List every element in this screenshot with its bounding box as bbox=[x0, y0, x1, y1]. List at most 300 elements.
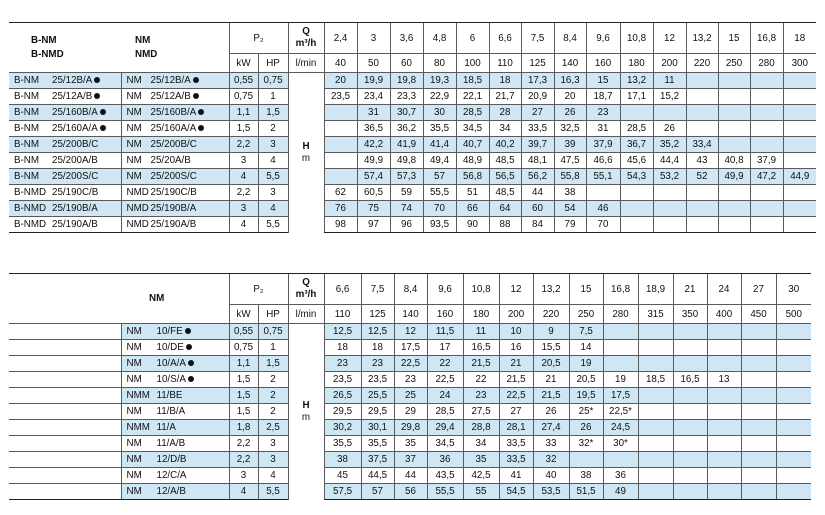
head-value-cell bbox=[776, 388, 811, 404]
head-value-cell: 19,5 bbox=[569, 388, 603, 404]
head-value-cell: 17,1 bbox=[620, 89, 653, 105]
head-value-cell: 35 bbox=[463, 452, 499, 468]
dot-marker bbox=[193, 77, 199, 83]
flow-m3h-header: 12 bbox=[499, 274, 533, 305]
head-value-cell bbox=[673, 340, 707, 356]
head-value-cell: 34,5 bbox=[456, 121, 489, 137]
flow-lmin-header: 125 bbox=[521, 54, 554, 73]
head-value-cell: 40 bbox=[533, 468, 569, 484]
head-value-cell bbox=[741, 324, 776, 340]
power-header: P₂ bbox=[229, 23, 288, 54]
flow-header bbox=[288, 23, 324, 54]
head-value-cell: 28,1 bbox=[499, 420, 533, 436]
model-code: 25/190C/B bbox=[52, 187, 99, 198]
head-value-cell: 27,5 bbox=[463, 404, 499, 420]
head-value-cell: 21,5 bbox=[533, 388, 569, 404]
flow-m3h-header: 4,8 bbox=[423, 23, 456, 54]
head-value-cell bbox=[653, 217, 686, 233]
model-cell-secondary bbox=[121, 468, 229, 484]
table-row bbox=[9, 452, 811, 468]
head-value-cell bbox=[776, 452, 811, 468]
table-row bbox=[9, 153, 816, 169]
model-code: 11/BE bbox=[156, 390, 183, 401]
power-hp-cell: 2 bbox=[258, 372, 288, 388]
power-kw-cell: 4 bbox=[229, 484, 258, 500]
flow-m3h-header: 15 bbox=[569, 274, 603, 305]
flow-lmin-header: 180 bbox=[463, 305, 499, 324]
head-value-cell: 41 bbox=[499, 468, 533, 484]
head-value-cell: 38 bbox=[569, 468, 603, 484]
power-hp-cell: 1,5 bbox=[258, 356, 288, 372]
model-series: NM bbox=[126, 139, 142, 150]
head-value-cell: 28,5 bbox=[620, 121, 653, 137]
model-series: NM bbox=[126, 374, 142, 385]
head-value-cell: 56,8 bbox=[456, 169, 489, 185]
power-hp-cell: 2 bbox=[258, 388, 288, 404]
model-code: 25/20A/B bbox=[150, 155, 191, 166]
head-value-cell: 37,5 bbox=[361, 452, 394, 468]
head-value-cell: 33,5 bbox=[499, 452, 533, 468]
head-value-cell: 24,5 bbox=[603, 420, 638, 436]
head-value-cell: 29,4 bbox=[427, 420, 463, 436]
head-value-cell: 23 bbox=[361, 356, 394, 372]
power-header-2: P₂ bbox=[229, 274, 288, 305]
head-value-cell: 23,5 bbox=[324, 372, 361, 388]
head-value-cell bbox=[653, 105, 686, 121]
model-cell-secondary bbox=[121, 356, 229, 372]
model-code: 12/C/A bbox=[156, 470, 187, 481]
model-series: NM bbox=[126, 155, 142, 166]
model-series: NMM bbox=[126, 390, 150, 401]
flow-m3h-header: 24 bbox=[707, 274, 741, 305]
table1-body bbox=[9, 23, 816, 233]
flow-lmin-header: 160 bbox=[586, 54, 620, 73]
head-value-cell bbox=[783, 185, 816, 201]
head-value-cell bbox=[673, 484, 707, 500]
head-value-cell: 23 bbox=[324, 356, 361, 372]
head-value-cell: 44,5 bbox=[361, 468, 394, 484]
head-value-cell bbox=[707, 452, 741, 468]
head-value-cell bbox=[638, 420, 673, 436]
table-row bbox=[9, 324, 811, 340]
head-value-cell bbox=[718, 73, 750, 89]
head-value-cell: 55,5 bbox=[423, 185, 456, 201]
head-value-cell: 22 bbox=[427, 356, 463, 372]
head-value-cell bbox=[638, 436, 673, 452]
flow-lmin-header: 110 bbox=[489, 54, 521, 73]
head-value-cell: 21 bbox=[533, 372, 569, 388]
flow-m3h-header: 12 bbox=[653, 23, 686, 54]
power-hp-cell: 1 bbox=[258, 89, 288, 105]
model-code: 25/190B/A bbox=[52, 203, 98, 214]
head-value-cell bbox=[741, 372, 776, 388]
head-value-cell: 49,9 bbox=[357, 153, 390, 169]
model-code: 25/160B/A bbox=[150, 107, 197, 118]
head-value-cell bbox=[653, 201, 686, 217]
flow-lmin-header: 250 bbox=[718, 54, 750, 73]
head-value-cell: 28,8 bbox=[463, 420, 499, 436]
flow-header-label: Q bbox=[302, 26, 310, 37]
head-value-cell: 20 bbox=[554, 89, 586, 105]
head-value-cell bbox=[638, 388, 673, 404]
model-series: NM bbox=[126, 123, 142, 134]
head-value-cell: 7,5 bbox=[569, 324, 603, 340]
dot-marker bbox=[100, 125, 106, 131]
power-hp-cell: 2 bbox=[258, 121, 288, 137]
model-cell-secondary bbox=[121, 324, 229, 340]
head-value-cell: 49,4 bbox=[423, 153, 456, 169]
head-value-cell: 56 bbox=[394, 484, 427, 500]
head-value-cell: 35,5 bbox=[324, 436, 361, 452]
head-value-cell: 18,7 bbox=[586, 89, 620, 105]
head-value-cell: 38 bbox=[554, 185, 586, 201]
flow-lmin-header: 220 bbox=[686, 54, 718, 73]
flow-m3h-header: 10,8 bbox=[620, 23, 653, 54]
head-value-cell bbox=[603, 452, 638, 468]
flow-lmin-header: 180 bbox=[620, 54, 653, 73]
flow-m3h-header: 2,4 bbox=[324, 23, 357, 54]
model-cell-secondary bbox=[121, 340, 229, 356]
head-value-cell: 44,4 bbox=[653, 153, 686, 169]
model-cell-primary bbox=[9, 356, 121, 372]
head-value-cell bbox=[586, 185, 620, 201]
flow-lmin-header: 280 bbox=[750, 54, 783, 73]
model-code: 12/D/B bbox=[156, 454, 187, 465]
head-value-cell: 49,9 bbox=[718, 169, 750, 185]
flow-m3h-header: 18 bbox=[783, 23, 816, 54]
head-value-cell: 11,5 bbox=[427, 324, 463, 340]
head-value-cell: 30,2 bbox=[324, 420, 361, 436]
head-value-cell: 30 bbox=[423, 105, 456, 121]
table-row bbox=[9, 436, 811, 452]
head-value-cell: 9 bbox=[533, 324, 569, 340]
head-value-cell bbox=[673, 452, 707, 468]
model-cell-primary bbox=[9, 137, 121, 153]
performance-table-b-nm bbox=[9, 22, 816, 233]
power-hp-cell: 0,75 bbox=[258, 73, 288, 89]
flow-lmin-header: 350 bbox=[673, 305, 707, 324]
lmin-header: l/min bbox=[288, 54, 324, 73]
flow-m3h-header: 9,6 bbox=[427, 274, 463, 305]
model-group-header-nm2 bbox=[121, 274, 229, 324]
head-value-cell: 32,5 bbox=[554, 121, 586, 137]
head-value-cell: 13,2 bbox=[620, 73, 653, 89]
flow-lmin-header: 500 bbox=[776, 305, 811, 324]
model-cell-primary bbox=[9, 153, 121, 169]
model-code: 11/B/A bbox=[156, 406, 186, 417]
head-value-cell bbox=[783, 137, 816, 153]
dot-marker bbox=[94, 93, 100, 99]
head-unit-label: m bbox=[301, 152, 311, 164]
model-code: 25/12B/A bbox=[150, 75, 191, 86]
head-value-cell: 44 bbox=[394, 468, 427, 484]
head-value-cell: 32 bbox=[533, 452, 569, 468]
model-series: NM bbox=[126, 91, 142, 102]
model-cell-primary bbox=[9, 89, 121, 105]
head-value-cell: 26 bbox=[569, 420, 603, 436]
model-cell-secondary bbox=[121, 169, 229, 185]
model-cell-primary bbox=[9, 372, 121, 388]
head-value-cell: 24 bbox=[427, 388, 463, 404]
model-series: B-NM bbox=[14, 171, 40, 182]
model-cell-primary bbox=[9, 121, 121, 137]
power-kw-cell: 3 bbox=[229, 468, 258, 484]
dot-marker bbox=[193, 93, 199, 99]
head-value-cell: 51 bbox=[456, 185, 489, 201]
model-series: B-NMD bbox=[14, 187, 47, 198]
flow-lmin-header: 140 bbox=[554, 54, 586, 73]
head-value-cell: 55,1 bbox=[586, 169, 620, 185]
power-kw-cell: 3 bbox=[229, 201, 258, 217]
head-label: H bbox=[302, 140, 310, 152]
head-value-cell bbox=[783, 73, 816, 89]
head-value-cell: 57,3 bbox=[390, 169, 423, 185]
model-code: 10/A/A bbox=[156, 358, 186, 369]
head-value-cell: 23,5 bbox=[361, 372, 394, 388]
head-value-cell: 17 bbox=[427, 340, 463, 356]
power-hp-cell: 4 bbox=[258, 201, 288, 217]
head-value-cell bbox=[324, 169, 357, 185]
head-value-cell: 59 bbox=[390, 185, 423, 201]
head-value-cell: 37 bbox=[394, 452, 427, 468]
power-hp-cell: 1 bbox=[258, 340, 288, 356]
power-kw-cell: 3 bbox=[229, 153, 258, 169]
head-value-cell: 21,5 bbox=[463, 356, 499, 372]
head-value-cell: 48,1 bbox=[521, 153, 554, 169]
head-value-cell: 27,4 bbox=[533, 420, 569, 436]
head-value-cell bbox=[707, 388, 741, 404]
head-value-cell bbox=[741, 404, 776, 420]
head-value-cell bbox=[707, 340, 741, 356]
head-value-cell bbox=[776, 324, 811, 340]
model-series: NMD bbox=[126, 187, 149, 198]
model-series: B-NM bbox=[14, 107, 40, 118]
head-value-cell bbox=[776, 340, 811, 356]
head-value-cell: 23 bbox=[586, 105, 620, 121]
flow-unit-label: m³/h bbox=[295, 38, 317, 49]
head-value-cell: 36,2 bbox=[390, 121, 423, 137]
head-value-cell bbox=[707, 436, 741, 452]
model-group-header-nm bbox=[121, 23, 229, 73]
head-value-cell: 19,3 bbox=[423, 73, 456, 89]
head-value-cell: 70 bbox=[586, 217, 620, 233]
model-cell-secondary bbox=[121, 452, 229, 468]
power-kw-cell: 1,5 bbox=[229, 404, 258, 420]
flow-header-2 bbox=[288, 274, 324, 305]
flow-m3h-header: 9,6 bbox=[586, 23, 620, 54]
head-value-cell bbox=[620, 201, 653, 217]
head-value-cell: 18 bbox=[489, 73, 521, 89]
head-value-cell: 25 bbox=[394, 388, 427, 404]
head-value-cell bbox=[686, 89, 718, 105]
head-value-cell bbox=[776, 436, 811, 452]
head-value-cell: 22,5 bbox=[427, 372, 463, 388]
model-cell-primary bbox=[9, 201, 121, 217]
head-value-cell: 25,5 bbox=[361, 388, 394, 404]
head-value-cell: 12,5 bbox=[361, 324, 394, 340]
head-value-cell bbox=[638, 404, 673, 420]
dot-marker bbox=[198, 125, 204, 131]
head-value-cell bbox=[638, 452, 673, 468]
head-value-cell: 48,5 bbox=[489, 185, 521, 201]
head-value-cell bbox=[707, 404, 741, 420]
flow-lmin-header: 250 bbox=[569, 305, 603, 324]
model-cell-primary bbox=[9, 217, 121, 233]
model-cell-secondary bbox=[121, 185, 229, 201]
head-value-cell bbox=[569, 452, 603, 468]
kw-header-2: kW bbox=[229, 305, 258, 324]
model-cell-primary bbox=[9, 169, 121, 185]
head-value-cell: 49 bbox=[603, 484, 638, 500]
flow-m3h-header: 21 bbox=[673, 274, 707, 305]
model-cell-primary bbox=[9, 452, 121, 468]
head-value-cell bbox=[673, 468, 707, 484]
flow-lmin-header: 50 bbox=[357, 54, 390, 73]
head-value-cell: 27 bbox=[521, 105, 554, 121]
head-value-cell: 23,3 bbox=[390, 89, 423, 105]
model-cell-primary bbox=[9, 340, 121, 356]
model-code: 25/160B/A bbox=[52, 107, 98, 118]
head-value-cell: 54 bbox=[554, 201, 586, 217]
power-kw-cell: 1,5 bbox=[229, 388, 258, 404]
head-value-cell: 98 bbox=[324, 217, 357, 233]
head-value-cell: 12,5 bbox=[324, 324, 361, 340]
power-kw-cell: 2,2 bbox=[229, 185, 258, 201]
head-value-cell: 16 bbox=[499, 340, 533, 356]
model-series: NM bbox=[126, 171, 142, 182]
head-value-cell: 41,4 bbox=[423, 137, 456, 153]
head-value-cell: 22,5 bbox=[394, 356, 427, 372]
flow-m3h-header: 3,6 bbox=[390, 23, 423, 54]
flow-lmin-header: 200 bbox=[653, 54, 686, 73]
head-value-cell: 90 bbox=[456, 217, 489, 233]
model-cell-primary bbox=[9, 404, 121, 420]
head-value-cell bbox=[718, 137, 750, 153]
head-value-cell: 36 bbox=[427, 452, 463, 468]
model-group-header-b-nm bbox=[9, 23, 121, 73]
head-value-cell: 38 bbox=[324, 452, 361, 468]
head-value-cell bbox=[673, 404, 707, 420]
head-value-cell bbox=[741, 388, 776, 404]
dot-marker bbox=[188, 360, 194, 366]
power-hp-cell: 0,75 bbox=[258, 324, 288, 340]
head-value-cell: 79 bbox=[554, 217, 586, 233]
head-value-cell bbox=[783, 201, 816, 217]
table2-header-row-1 bbox=[9, 274, 811, 305]
head-value-cell: 88 bbox=[489, 217, 521, 233]
model-code: 25/160A/A bbox=[150, 123, 197, 134]
head-value-cell bbox=[750, 89, 783, 105]
model-cell-secondary bbox=[121, 420, 229, 436]
head-value-cell bbox=[750, 185, 783, 201]
head-value-cell bbox=[776, 356, 811, 372]
flow-m3h-header: 16,8 bbox=[750, 23, 783, 54]
power-kw-cell: 1,8 bbox=[229, 420, 258, 436]
head-value-cell: 34 bbox=[463, 436, 499, 452]
head-value-cell: 40,8 bbox=[718, 153, 750, 169]
power-kw-cell: 1,1 bbox=[229, 356, 258, 372]
flow-lmin-header: 200 bbox=[499, 305, 533, 324]
model-series: NM bbox=[126, 406, 142, 417]
head-value-cell: 93,5 bbox=[423, 217, 456, 233]
head-value-cell: 64 bbox=[489, 201, 521, 217]
head-value-cell: 31 bbox=[357, 105, 390, 121]
model-cell-primary bbox=[9, 324, 121, 340]
head-value-cell: 96 bbox=[390, 217, 423, 233]
power-kw-cell: 0,55 bbox=[229, 73, 258, 89]
model-series: NM bbox=[126, 75, 142, 86]
model-series: B-NM bbox=[14, 123, 40, 134]
head-value-cell: 48,5 bbox=[489, 153, 521, 169]
model-series: NM bbox=[126, 438, 142, 449]
head-value-cell bbox=[741, 452, 776, 468]
head-value-cell bbox=[718, 201, 750, 217]
flow-lmin-header: 80 bbox=[423, 54, 456, 73]
power-kw-cell: 0,75 bbox=[229, 89, 258, 105]
head-label-cell bbox=[288, 324, 324, 500]
head-value-cell: 53,5 bbox=[533, 484, 569, 500]
table-row bbox=[9, 89, 816, 105]
head-value-cell bbox=[718, 89, 750, 105]
lmin-header-2: l/min bbox=[288, 305, 324, 324]
model-cell-secondary bbox=[121, 105, 229, 121]
table-row bbox=[9, 73, 816, 89]
model-group-label-nm: NM bbox=[135, 34, 151, 46]
head-value-cell: 55,8 bbox=[554, 169, 586, 185]
head-value-cell: 66 bbox=[456, 201, 489, 217]
flow-lmin-header: 450 bbox=[741, 305, 776, 324]
head-value-cell: 22,1 bbox=[456, 89, 489, 105]
power-kw-cell: 4 bbox=[229, 217, 258, 233]
head-value-cell: 17,3 bbox=[521, 73, 554, 89]
head-value-cell bbox=[750, 73, 783, 89]
head-value-cell: 18,5 bbox=[638, 372, 673, 388]
dot-marker bbox=[94, 77, 100, 83]
head-value-cell: 35,2 bbox=[653, 137, 686, 153]
power-kw-cell: 1,5 bbox=[229, 121, 258, 137]
model-series: NMD bbox=[126, 203, 149, 214]
head-value-cell: 43 bbox=[686, 153, 718, 169]
head-value-cell: 47,2 bbox=[750, 169, 783, 185]
flow-m3h-header: 18,9 bbox=[638, 274, 673, 305]
model-series: NM bbox=[126, 107, 142, 118]
flow-m3h-header: 6,6 bbox=[489, 23, 521, 54]
head-value-cell bbox=[638, 484, 673, 500]
head-value-cell bbox=[686, 73, 718, 89]
flow-lmin-header: 140 bbox=[394, 305, 427, 324]
head-value-cell: 51,5 bbox=[569, 484, 603, 500]
model-series: B-NMD bbox=[14, 203, 47, 214]
head-value-cell: 52 bbox=[686, 169, 718, 185]
head-value-cell bbox=[776, 372, 811, 388]
table-row bbox=[9, 356, 811, 372]
head-value-cell: 84 bbox=[521, 217, 554, 233]
model-code: 12/A/B bbox=[156, 486, 186, 497]
head-value-cell bbox=[638, 356, 673, 372]
head-value-cell: 29 bbox=[394, 404, 427, 420]
table-row bbox=[9, 121, 816, 137]
head-value-cell: 11 bbox=[653, 73, 686, 89]
power-hp-cell: 3 bbox=[258, 185, 288, 201]
head-value-cell: 60,5 bbox=[357, 185, 390, 201]
head-value-cell: 13 bbox=[707, 372, 741, 388]
head-value-cell: 23 bbox=[394, 372, 427, 388]
head-value-cell: 16,5 bbox=[673, 372, 707, 388]
head-value-cell: 45,6 bbox=[620, 153, 653, 169]
head-value-cell: 36,7 bbox=[620, 137, 653, 153]
flow-m3h-header: 30 bbox=[776, 274, 811, 305]
table-row bbox=[9, 484, 811, 500]
